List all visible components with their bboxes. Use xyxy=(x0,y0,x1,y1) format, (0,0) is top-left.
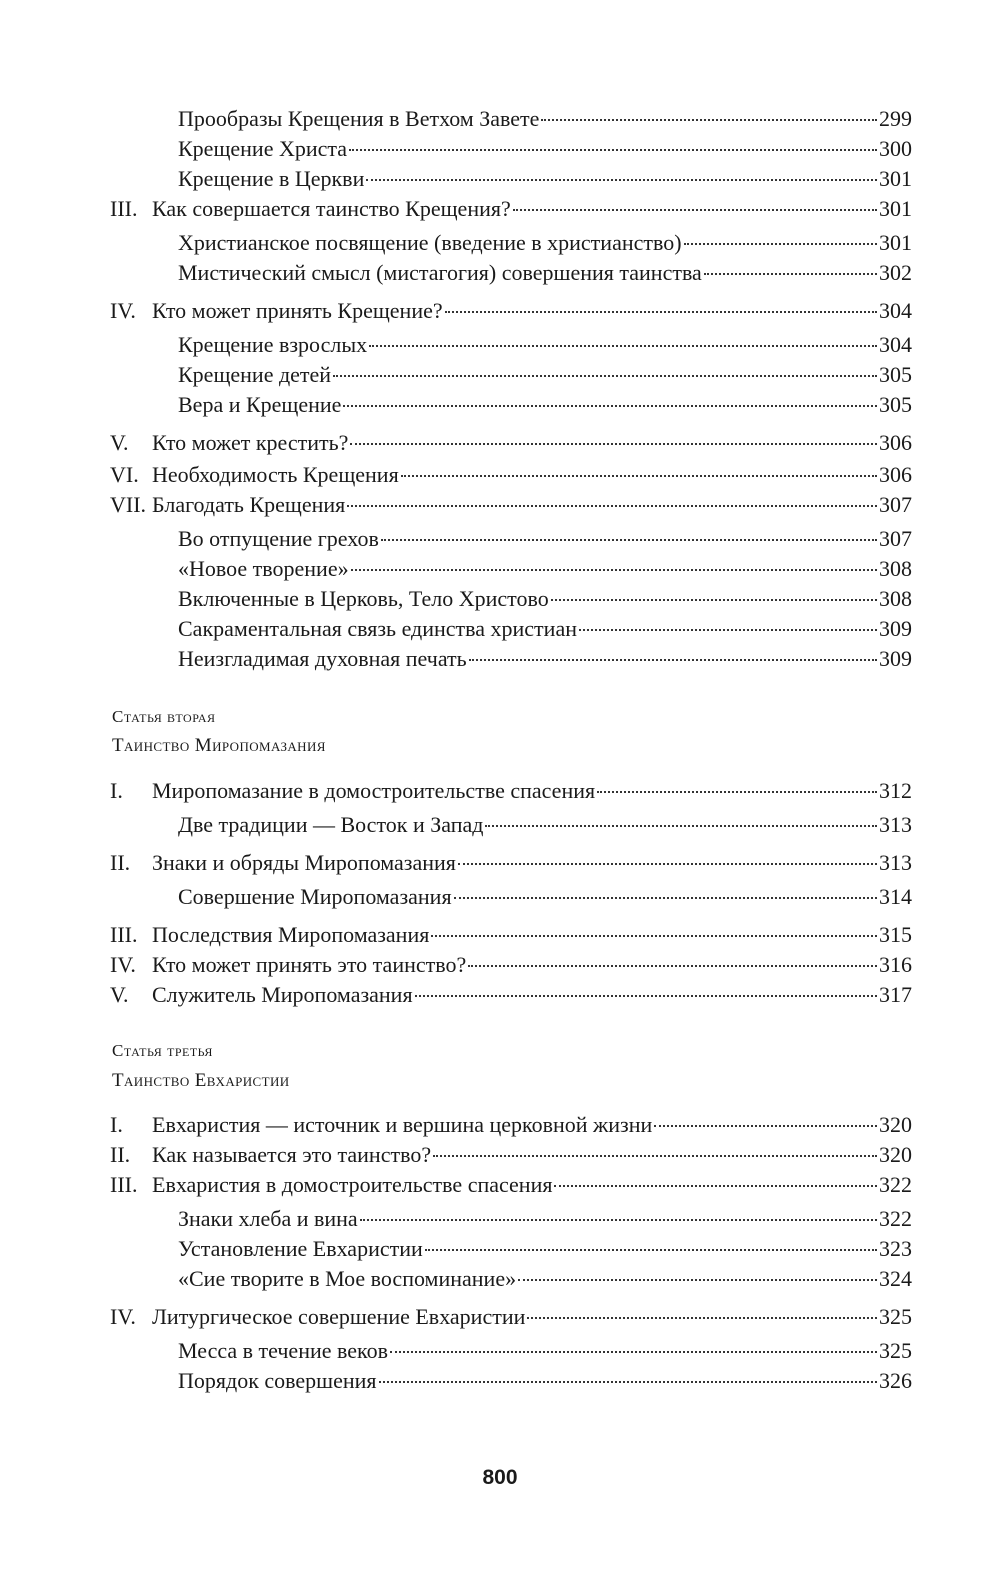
toc-entry xyxy=(110,848,912,878)
toc-numeral: IV. xyxy=(110,298,136,323)
toc-title: Благодать Крещения xyxy=(152,492,346,517)
toc-numeral: V. xyxy=(110,430,129,455)
toc-numeral: III. xyxy=(110,1172,138,1197)
dot-leader xyxy=(597,790,877,793)
dot-leader xyxy=(433,1154,877,1157)
toc-page: 314 xyxy=(879,884,912,909)
toc-title: Кто может принять Крещение? xyxy=(152,298,443,323)
dot-leader xyxy=(579,628,877,631)
toc-title: Необходимость Крещения xyxy=(152,462,399,487)
toc-numeral: VII. xyxy=(110,492,147,517)
article-title: Таинство Миропомазания xyxy=(112,735,326,756)
toc-title: Знаки хлеба и вина xyxy=(178,1206,358,1231)
toc-entry xyxy=(110,1140,912,1170)
dot-leader xyxy=(445,310,877,313)
toc-page: 301 xyxy=(879,166,912,191)
dot-leader xyxy=(654,1124,877,1127)
dot-leader xyxy=(379,1380,877,1383)
toc-numeral: II. xyxy=(110,850,131,875)
toc-title: Служитель Миропомазания xyxy=(152,982,413,1007)
dot-leader xyxy=(518,1278,877,1281)
toc-entry xyxy=(110,194,912,224)
toc-title: Литургическое совершение Евхаристии xyxy=(152,1304,526,1329)
toc-page: 322 xyxy=(879,1172,912,1197)
toc-page: 315 xyxy=(879,922,912,947)
toc-page: 312 xyxy=(879,778,912,803)
toc-title: Совершение Миропомазания xyxy=(178,884,452,909)
toc-page: 304 xyxy=(879,298,912,323)
dot-leader xyxy=(551,598,877,601)
toc-numeral: IV. xyxy=(110,1304,136,1329)
toc-title: Вера и Крещение xyxy=(178,392,342,417)
dot-leader xyxy=(343,404,877,407)
dot-leader xyxy=(454,896,877,899)
toc-page: 302 xyxy=(879,260,912,285)
dot-leader xyxy=(390,1350,877,1353)
toc-page: 307 xyxy=(879,492,912,517)
toc-entry xyxy=(178,360,912,390)
dot-leader xyxy=(347,504,877,507)
toc-page: 320 xyxy=(879,1112,912,1137)
toc-numeral: IV. xyxy=(110,952,136,977)
toc-title: Установление Евхаристии xyxy=(178,1236,423,1261)
toc-page: 301 xyxy=(879,196,912,221)
toc-title: Две традиции — Восток и Запад xyxy=(178,812,484,837)
toc-page: 305 xyxy=(879,362,912,387)
toc-title: Кто может принять это таинство? xyxy=(152,952,467,977)
dot-leader xyxy=(541,118,877,121)
toc-numeral: I. xyxy=(110,1112,123,1137)
toc-entry xyxy=(178,584,912,614)
toc-entry xyxy=(110,776,912,806)
toc-title: Кто может крестить? xyxy=(152,430,349,455)
toc-page: 301 xyxy=(879,230,912,255)
dot-leader xyxy=(425,1248,877,1251)
toc-page: 325 xyxy=(879,1304,912,1329)
dot-leader xyxy=(704,272,877,275)
toc-title: Крещение в Церкви xyxy=(178,166,365,191)
article-title: Таинство Евхаристии xyxy=(112,1070,290,1091)
dot-leader xyxy=(527,1316,877,1319)
toc-numeral: V. xyxy=(110,982,129,1007)
toc-title: Сакраментальная связь единства христиан xyxy=(178,616,577,641)
toc-entry xyxy=(178,104,912,134)
dot-leader xyxy=(350,442,877,445)
toc-page: 308 xyxy=(879,556,912,581)
toc-title: Последствия Миропомазания xyxy=(152,922,430,947)
toc-entry xyxy=(110,428,912,458)
dot-leader xyxy=(485,824,877,827)
toc-entry xyxy=(110,1110,912,1140)
toc-page: 306 xyxy=(879,462,912,487)
dot-leader xyxy=(360,1218,877,1221)
dot-leader xyxy=(333,374,877,377)
dot-leader xyxy=(554,1184,877,1187)
toc-page: 316 xyxy=(879,952,912,977)
toc-title: Неизгладимая духовная печать xyxy=(178,646,467,671)
toc-page: 306 xyxy=(879,430,912,455)
toc-entry xyxy=(178,164,912,194)
toc-title: Христианское посвящение (введение в христианство) xyxy=(178,230,682,255)
toc-title: Месса в течение веков xyxy=(178,1338,388,1363)
toc-entry xyxy=(110,1302,912,1332)
toc-entry xyxy=(178,390,912,420)
toc-page: 322 xyxy=(879,1206,912,1231)
toc-entry xyxy=(178,258,912,288)
toc-title: Во отпущение грехов xyxy=(178,526,379,551)
toc-title: Евхаристия — источник и вершина церковной жизни xyxy=(152,1112,653,1137)
toc-entry xyxy=(178,810,912,840)
toc-entry xyxy=(110,980,912,1010)
toc-numeral: II. xyxy=(110,1142,131,1167)
toc-entry xyxy=(178,524,912,554)
toc-entry xyxy=(110,296,912,326)
dot-leader xyxy=(351,568,877,571)
toc-page: 300 xyxy=(879,136,912,161)
toc-page: 305 xyxy=(879,392,912,417)
toc-page: 323 xyxy=(879,1236,912,1261)
dot-leader xyxy=(415,994,877,997)
toc-numeral: III. xyxy=(110,196,138,221)
toc-title: Миропомазание в домостроительстве спасения xyxy=(152,778,596,803)
dot-leader xyxy=(513,208,877,211)
page-number: 800 xyxy=(482,1466,518,1489)
toc-entry xyxy=(178,614,912,644)
toc-entry xyxy=(110,460,912,490)
toc-entry xyxy=(110,950,912,980)
toc-page: 308 xyxy=(879,586,912,611)
toc-entry xyxy=(178,1366,912,1396)
dot-leader xyxy=(431,934,877,937)
toc-title: «Сие творите в Мое воспоминание» xyxy=(178,1266,517,1291)
toc-page: 320 xyxy=(879,1142,912,1167)
dot-leader xyxy=(469,658,877,661)
toc-title: Мистический смысл (мистагогия) совершения таинства xyxy=(178,260,702,285)
toc-entry xyxy=(110,490,912,520)
toc-page: 313 xyxy=(879,850,912,875)
toc-title: Крещение Христа xyxy=(178,136,348,161)
toc-page: 326 xyxy=(879,1368,912,1393)
toc-title: Знаки и обряды Миропомазания xyxy=(152,850,456,875)
toc-entry xyxy=(178,554,912,584)
toc-page: 304 xyxy=(879,332,912,357)
toc-entry xyxy=(178,228,912,258)
toc-entry xyxy=(178,882,912,912)
toc-title: Крещение взрослых xyxy=(178,332,368,357)
dot-leader xyxy=(458,862,877,865)
dot-leader xyxy=(401,474,877,477)
toc-entry xyxy=(178,644,912,674)
toc-entry xyxy=(110,1170,912,1200)
toc-entry xyxy=(178,134,912,164)
article-label: Статья вторая xyxy=(112,707,216,726)
toc-title: Как называется это таинство? xyxy=(152,1142,432,1167)
toc-page: 299 xyxy=(879,106,912,131)
toc-title: Как совершается таинство Крещения? xyxy=(152,196,511,221)
toc-page: 309 xyxy=(879,646,912,671)
toc-entry xyxy=(110,920,912,950)
toc-page: 325 xyxy=(879,1338,912,1363)
toc-title: Порядок совершения xyxy=(178,1368,377,1393)
toc-page: 309 xyxy=(879,616,912,641)
toc-entry xyxy=(178,1204,912,1234)
toc-title: Прообразы Крещения в Ветхом Завете xyxy=(178,106,540,131)
dot-leader xyxy=(349,148,877,151)
toc-page: 313 xyxy=(879,812,912,837)
toc-entry xyxy=(178,1234,912,1264)
toc-title: Крещение детей xyxy=(178,362,332,387)
toc-title: Евхаристия в домостроительстве спасения xyxy=(152,1172,553,1197)
dot-leader xyxy=(369,344,877,347)
toc-page: 324 xyxy=(879,1266,912,1291)
toc-title: Включенные в Церковь, Тело Христово xyxy=(178,586,549,611)
toc-entry xyxy=(178,1336,912,1366)
dot-leader xyxy=(468,964,877,967)
toc-page: 317 xyxy=(879,982,912,1007)
toc-entry xyxy=(178,1264,912,1294)
toc-numeral: III. xyxy=(110,922,138,947)
dot-leader xyxy=(684,242,877,245)
dot-leader xyxy=(366,178,877,181)
toc-numeral: I. xyxy=(110,778,123,803)
toc-entry xyxy=(178,330,912,360)
dot-leader xyxy=(381,538,877,541)
toc-numeral: VI. xyxy=(110,462,139,487)
toc-title: «Новое творение» xyxy=(178,556,349,581)
toc-page: 307 xyxy=(879,526,912,551)
article-label: Статья третья xyxy=(112,1041,213,1060)
